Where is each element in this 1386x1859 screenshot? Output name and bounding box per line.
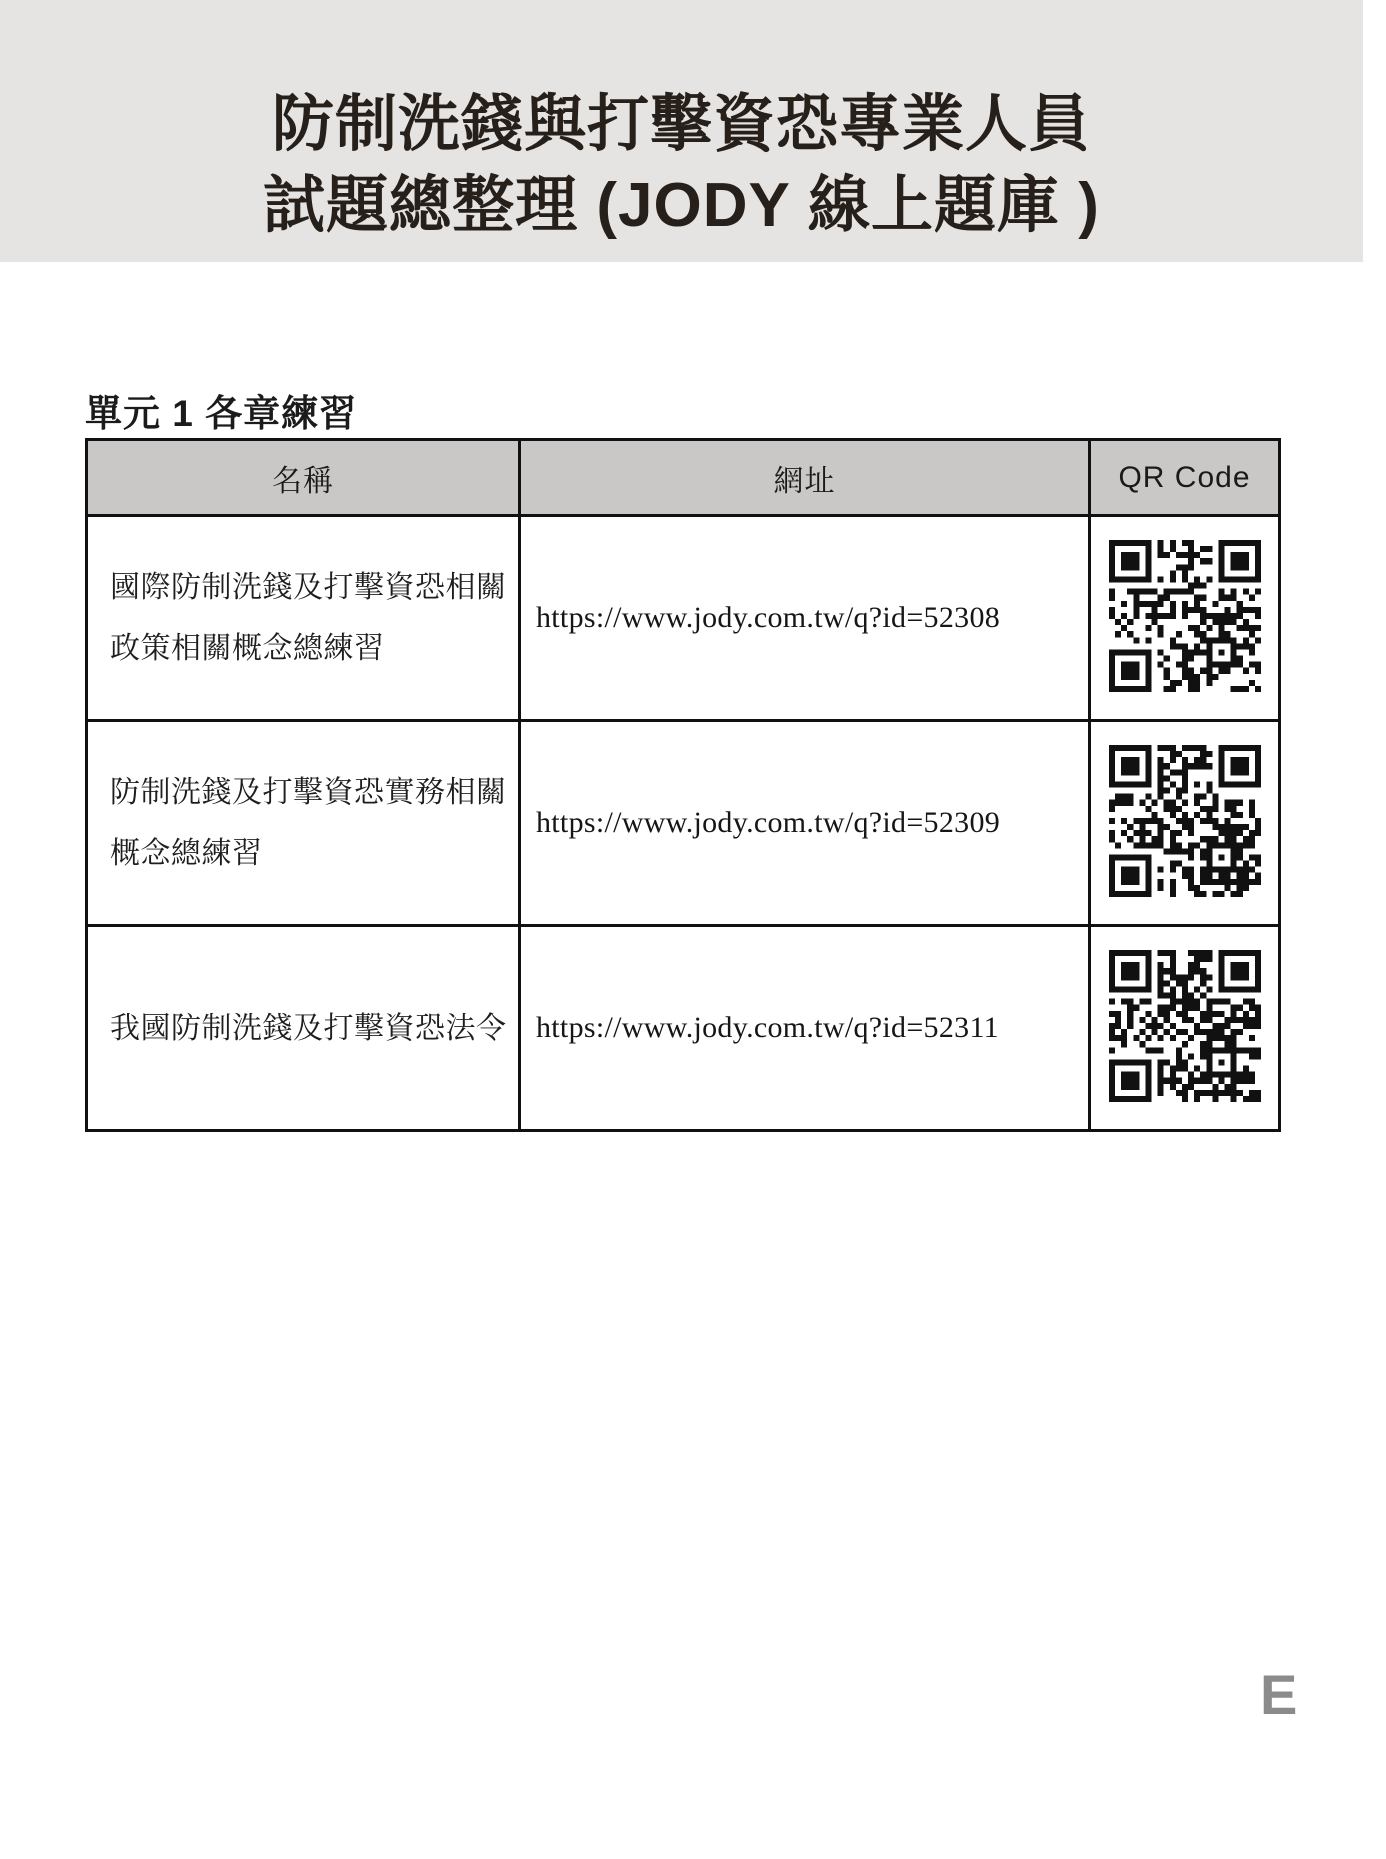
page-index-letter: E [1260,1663,1299,1726]
exercise-name: 國際防制洗錢及打擊資恐相關政策相關概念總練習 [87,516,520,721]
title-banner [0,0,1363,262]
page-title-line2: 試題總整理 (JODY 線上題庫 ) [263,171,1100,240]
exercise-url: https://www.jody.com.tw/q?id=52311 [520,926,1090,1131]
section-heading: 單元 1 各章練習 [85,393,358,434]
qr-code-icon [1109,540,1261,692]
table-body [87,516,1280,1131]
links-table [85,438,1281,1132]
qr-code-icon [1109,950,1261,1102]
exercise-name: 我國防制洗錢及打擊資恐法令 [87,926,520,1131]
table-row [87,721,1280,926]
exercise-url: https://www.jody.com.tw/q?id=52308 [520,516,1090,721]
table-header-row [87,440,1280,516]
exercise-name: 防制洗錢及打擊資恐實務相關概念總練習 [87,721,520,926]
table-row [87,926,1280,1131]
column-header-qrcode: QR Code [1090,440,1280,516]
qr-code-cell [1090,721,1280,926]
column-header-name: 名稱 [87,440,520,516]
column-header-url: 網址 [520,440,1090,516]
qr-code-icon [1109,745,1261,897]
qr-code-cell [1090,516,1280,721]
table-row [87,516,1280,721]
page-title-line1: 防制洗錢與打擊資恐專業人員 [271,90,1091,159]
qr-code-cell [1090,926,1280,1131]
exercise-url: https://www.jody.com.tw/q?id=52309 [520,721,1090,926]
